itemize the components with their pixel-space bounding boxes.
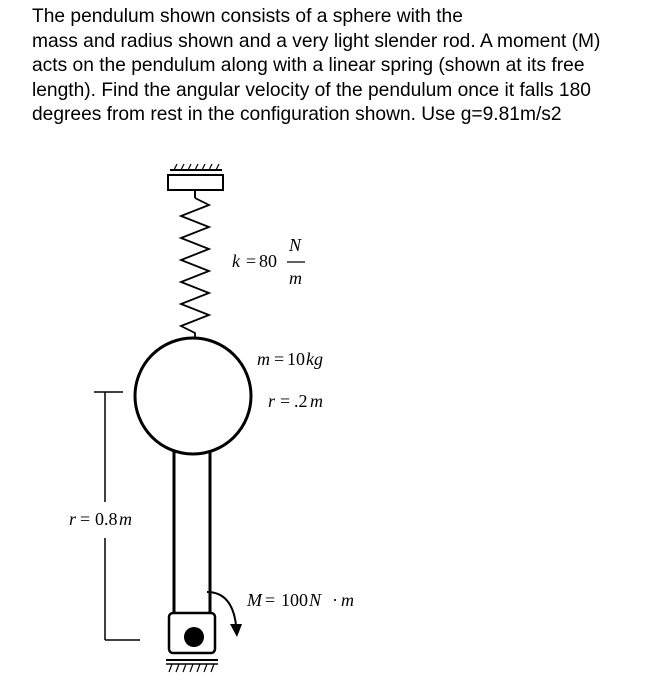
radius-r-symbol: r <box>268 391 276 411</box>
moment-m-symbol: M <box>247 590 262 610</box>
mass-unit: kg <box>306 349 323 369</box>
spring-k-symbol: k <box>232 251 240 271</box>
spring-constant-label <box>232 235 305 288</box>
ceiling-support <box>168 164 223 198</box>
mass-equals: = <box>274 349 285 369</box>
rod-equals: = <box>80 509 91 529</box>
problem-line-5: degrees from rest in the configuration shown. Use g=9.81m/s2 <box>32 104 562 126</box>
problem-line-3: acts on the pendulum along with a linear spring (shown at its free <box>32 55 585 77</box>
rod <box>174 451 210 613</box>
rod-length-label <box>69 509 132 529</box>
moment-unit-m: m <box>341 590 354 610</box>
problem-line-4: length). Find the angular velocity of the pendulum once it falls 180 <box>32 79 591 101</box>
moment-unit-dot: · <box>332 590 338 610</box>
problem-line-1: The pendulum shown consists of a sphere with the <box>32 6 463 27</box>
radius-value: .2 <box>294 391 308 411</box>
spring-unit-numerator: N <box>289 235 302 255</box>
radius-equals: = <box>280 391 291 411</box>
spring-value: 80 <box>259 251 277 271</box>
rod-unit: m <box>119 509 132 529</box>
pin-support <box>166 613 218 672</box>
rod-r-symbol: r <box>69 509 77 529</box>
mass-m-symbol: m <box>257 349 270 369</box>
mass-label <box>257 349 323 369</box>
spring <box>181 198 209 341</box>
spring-unit-denominator: m <box>289 268 302 288</box>
moment-equals: = <box>265 590 276 610</box>
problem-line-2: mass and radius shown and a very light slender rod. A moment (M) <box>32 30 601 52</box>
radius-label <box>268 391 323 411</box>
sphere <box>135 338 251 454</box>
moment-unit-n: N <box>309 590 322 610</box>
moment-label <box>246 590 354 610</box>
pivot-pin <box>184 627 204 647</box>
radius-unit: m <box>310 391 323 411</box>
spring-equals: = <box>246 251 257 271</box>
moment-value: 100 <box>281 590 308 610</box>
rod-value: 0.8 <box>95 509 118 529</box>
mass-value: 10 <box>287 349 305 369</box>
